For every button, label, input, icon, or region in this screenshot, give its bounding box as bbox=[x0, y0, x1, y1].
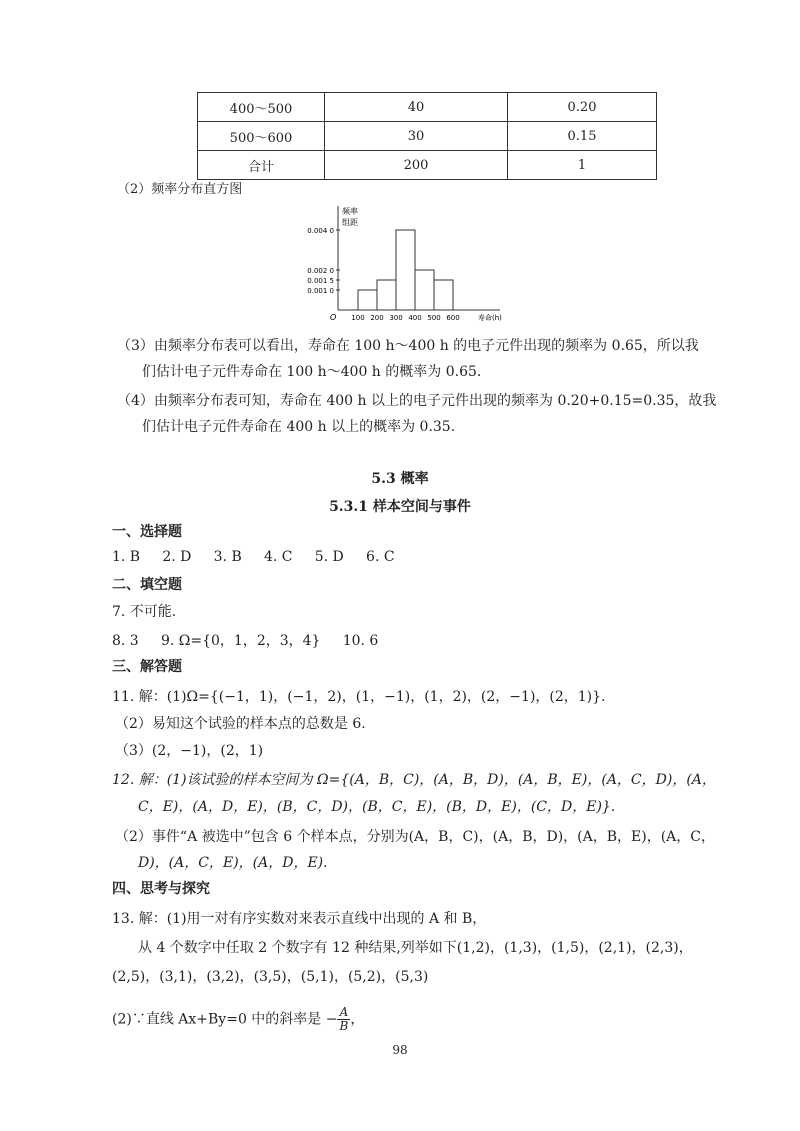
table-row bbox=[198, 93, 657, 122]
table-cell: 1 bbox=[508, 151, 657, 180]
part2-q8-10: 8. 3 9. Ω={0，1，2，3，4} 10. 6 bbox=[112, 633, 379, 649]
table-cell: 合计 bbox=[198, 151, 325, 180]
table-cell: 200 bbox=[325, 151, 508, 180]
x-tick-label: 600 bbox=[446, 314, 460, 322]
q12-line4: D)，(A，C，E)，(A，D，E). bbox=[138, 855, 328, 871]
subsection-title: 5.3.1 样本空间与事件 bbox=[329, 499, 471, 515]
page-number: 98 bbox=[392, 1043, 408, 1057]
part4-heading: 四、思考与探究 bbox=[112, 881, 210, 897]
frequency-table bbox=[197, 92, 657, 180]
y-label-top: 频率 bbox=[342, 207, 358, 216]
table-cell: 0.20 bbox=[508, 93, 657, 122]
y-tick-label: 0.001 0 bbox=[307, 287, 334, 295]
x-tick-label: 200 bbox=[370, 314, 384, 322]
q11-line2: （2）易知这个试验的样本点的总数是 6. bbox=[115, 716, 366, 732]
table-row bbox=[198, 122, 657, 151]
x-tick-label: 400 bbox=[408, 314, 422, 322]
slope-fraction bbox=[337, 1006, 350, 1033]
q13-line4-prefix: (2)∵直线 Ax+By=0 中的斜率是 − bbox=[112, 1011, 338, 1028]
table-cell: 400～500 bbox=[198, 93, 325, 122]
histogram-bar bbox=[415, 270, 434, 310]
q12-line1: 12. 解：(1)该试验的样本空间为 Ω={(A，B，C)，(A，B，D)，(A，B，E)，(A，C，D)，(A， bbox=[112, 772, 716, 788]
part1-answers: 1. B 2. D 3. B 4. C 5. D 6. C bbox=[112, 549, 395, 565]
q13-line4 bbox=[112, 1006, 364, 1033]
answer-3-line2: 们估计电子元件寿命在 100 h～400 h 的概率为 0.65. bbox=[142, 364, 482, 380]
histogram-bar bbox=[377, 280, 396, 310]
fraction-numerator: A bbox=[337, 1006, 350, 1020]
origin-label: O bbox=[330, 313, 337, 322]
q12-line3: （2）事件“A 被选中”包含 6 个样本点，分别为(A，B，C)，(A，B，D)，(A，B，E)，(A，C， bbox=[115, 829, 715, 845]
y-tick-label: 0.001 5 bbox=[307, 277, 334, 285]
x-axis-label: 寿命(h) bbox=[478, 314, 502, 322]
fraction-denominator: B bbox=[339, 1019, 349, 1033]
x-tick-label: 100 bbox=[351, 314, 365, 322]
part1-heading: 一、选择题 bbox=[112, 524, 182, 540]
table-cell: 0.15 bbox=[508, 122, 657, 151]
q13-line1: 13. 解：(1)用一对有序实数对来表示直线中出现的 A 和 B， bbox=[112, 911, 487, 927]
y-label-bottom: 组距 bbox=[342, 218, 358, 227]
y-tick-label: 0.002 0 bbox=[307, 267, 334, 275]
table-cell: 30 bbox=[325, 122, 508, 151]
q11-line3: （3）(2，−1)，(2，1) bbox=[115, 743, 264, 759]
part3-heading: 三、解答题 bbox=[112, 659, 182, 675]
q13-line2: 从 4 个数字中任取 2 个数字有 12 种结果,列举如下(1,2)，(1,3)，(1,5)，(2,1)，(2,3)， bbox=[138, 940, 693, 956]
histogram-bar bbox=[434, 280, 453, 310]
x-tick-label: 500 bbox=[427, 314, 441, 322]
frequency-histogram bbox=[290, 200, 520, 325]
section-title: 5.3 概率 bbox=[371, 471, 429, 487]
table-row bbox=[198, 151, 657, 180]
q11-line1: 11. 解：(1)Ω={(−1，1)，(−1，2)，(1，−1)，(1，2)，(2，−1)，(2，1)}. bbox=[112, 689, 606, 705]
histogram-caption: （2）频率分布直方图 bbox=[117, 182, 243, 197]
table-cell: 40 bbox=[325, 93, 508, 122]
answer-3-line1: （3）由频率分布表可以看出，寿命在 100 h～400 h 的电子元件出现的频率为 0.65，所以我 bbox=[117, 338, 699, 354]
q12-line2: C，E)，(A，D，E)，(B，C，D)，(B，C，E)，(B，D，E)，(C，D，E)}. bbox=[138, 799, 616, 815]
y-tick-label: 0.004 0 bbox=[307, 227, 334, 235]
answer-4-line2: 们估计电子元件寿命在 400 h 以上的概率为 0.35. bbox=[142, 419, 456, 435]
table-cell: 500～600 bbox=[198, 122, 325, 151]
q13-line4-suffix: ， bbox=[350, 1011, 365, 1028]
part2-q7: 7. 不可能. bbox=[112, 604, 177, 620]
histogram-bar bbox=[358, 290, 377, 310]
x-tick-label: 300 bbox=[389, 314, 403, 322]
q13-line3: (2,5)，(3,1)，(3,2)，(3,5)，(5,1)，(5,2)，(5,3) bbox=[112, 969, 429, 985]
histogram-bar bbox=[396, 230, 415, 310]
part2-heading: 二、填空题 bbox=[112, 577, 182, 593]
answer-4-line1: （4）由频率分布表可知，寿命在 400 h 以上的电子元件出现的频率为 0.20+0.15=0.35，故我 bbox=[117, 393, 717, 409]
